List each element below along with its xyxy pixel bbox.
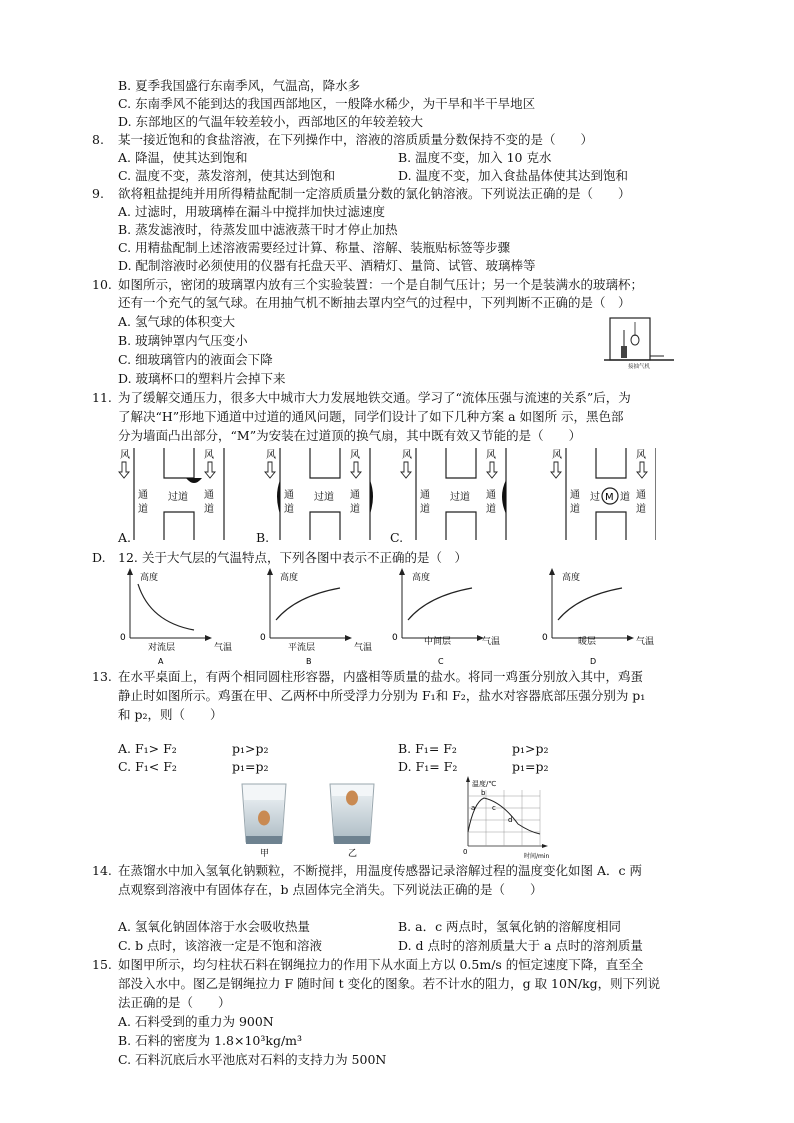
svg-text:道: 道 [138,504,148,515]
q14-stem-line2: 点观察到溶液中有固体存在，b 点固体完全消失。下列说法正确的是（ ） [118,882,543,897]
q9-option-a: A. 过滤时，用玻璃棒在漏斗中搅拌加快过滤速度 [118,204,385,219]
q11-label-c: C. [390,530,404,545]
q14-option-a: A. 氢氧化钠固体溶于水会吸收热量 [118,919,310,934]
svg-text:B: B [306,657,312,666]
q13-number: 13. [92,669,112,684]
hydrogen-balloon [631,335,639,345]
svg-text:温度/℃: 温度/℃ [472,780,497,788]
q12-number: 12. [118,550,138,565]
svg-text:平流层: 平流层 [288,643,316,653]
q7-option-b: B. 夏季我国盛行东南季风，气温高，降水多 [118,78,361,93]
svg-text:道: 道 [204,504,214,515]
curve-a [138,584,194,630]
svg-text:道: 道 [284,504,294,515]
svg-text:道: 道 [620,492,630,503]
svg-text:通: 通 [420,490,430,501]
egg-jia [258,811,270,826]
q13-option-c-pressure: p₁=p₂ [232,759,269,774]
curve-c [408,588,472,620]
q10-option-d: D. 玻璃杯口的塑料片会掉下来 [118,371,286,386]
svg-text:风: 风 [204,450,214,461]
svg-text:风: 风 [350,450,360,461]
svg-text:0: 0 [542,633,548,643]
tunnel-diagram-d [551,448,656,540]
temperature-time-graph [458,772,558,862]
q8-stem: 某一接近饱和的食盐溶液，在下列操作中，溶液的溶质质量分数保持不变的是（ ） [118,132,594,147]
curve-b [276,588,340,620]
glass-jia [242,784,286,859]
svg-text:过道: 过道 [314,492,334,503]
svg-text:0: 0 [463,848,468,856]
graph-d [542,568,654,666]
svg-text:道: 道 [570,504,580,515]
q14-option-b: B. a．c 两点时，氢氧化钠的溶解度相同 [398,919,622,934]
svg-text:A: A [158,657,164,666]
q15-stem-line3: 法正确的是（ ） [118,995,231,1010]
q10-stem-line2: 还有一个充气的氢气球。在用抽气机不断抽去罩内空气的过程中，下列判断不正确的是（ ） [118,295,631,310]
svg-text:高度: 高度 [140,573,159,583]
svg-text:C: C [438,657,444,666]
bell-jar-figure [604,316,674,370]
q11-label-d: D. [92,550,106,565]
svg-text:中间层: 中间层 [424,637,452,647]
q10-number: 10. [92,277,112,292]
svg-text:0: 0 [392,633,398,643]
svg-text:道: 道 [636,504,646,515]
svg-text:0: 0 [260,633,266,643]
q12-stem: 关于大气层的气温特点，下列各图中表示不正确的是（ ） [142,550,468,565]
q11-stem-line3: 分为墙面凸出部分，“M”为安装在过道顶的换气扇，其中既有效又节能的是（ ） [118,428,582,443]
q14-option-d: D. d 点时的溶剂质量大于 a 点时的溶剂质量 [398,938,643,953]
tunnel-diagram-c [401,448,506,540]
q7-option-d: D. 东部地区的气温年较差较小，西部地区的年较差较大 [118,114,424,129]
wall-bump [186,478,202,483]
q15-stem-line2: 部没入水中。图乙是钢绳拉力 F 随时间 t 变化的图象。若不计水的阻力，g 取 10N/kg，则下列说 [118,976,661,991]
q13-option-c-force: C. F₁< F₂ [118,759,177,774]
q15-option-c: C. 石料沉底后水平池底对石料的支持力为 500N [118,1052,387,1067]
curve-d [558,588,622,620]
q13-option-d-force: D. F₁= F₂ [398,759,458,774]
graph-b [260,568,372,666]
svg-text:时间/min: 时间/min [524,853,550,860]
q14-option-c: C. b 点时，该溶液一定是不饱和溶液 [118,938,323,953]
svg-text:高度: 高度 [412,573,431,583]
svg-text:b: b [481,789,486,797]
q13-option-b-force: B. F₁= F₂ [398,741,457,756]
q15-option-a: A. 石料受到的重力为 900N [118,1014,274,1029]
svg-text:D: D [590,657,597,666]
svg-text:过道: 过道 [450,492,470,503]
barometer-bottle [621,346,627,358]
svg-text:M: M [605,492,614,503]
q10-option-c: C. 细玻璃管内的液面会下降 [118,352,273,367]
svg-text:通: 通 [486,490,496,501]
svg-text:通: 通 [204,490,214,501]
q10-option-b: B. 玻璃钟罩内气压变小 [118,333,248,348]
wind-arrow [205,462,215,478]
svg-text:道: 道 [420,504,430,515]
svg-text:暖层: 暖层 [578,637,597,647]
q11-stem-line1: 为了缓解交通压力，很多大中城市大力发展地铁交通。学习了“流体压强与流速的关系”后，为 [118,390,631,405]
q13-stem-line2: 静止时如图所示。鸡蛋在甲、乙两杯中所受浮力分别为 F₁和 F₂，盐水对容器底部压强分别为 p₁ [118,688,646,703]
q13-option-a-force: A. F₁> F₂ [118,741,177,756]
svg-text:a: a [471,804,476,812]
svg-text:道: 道 [486,504,496,515]
q14-stem-line1: 在蒸馏水中加入氢氧化钠颗粒，不断搅拌，用温度传感器记录溶解过程的温度变化如图 A．c 两 [118,863,642,878]
svg-text:通: 通 [570,490,580,501]
q9-option-d: D. 配制溶液时必须使用的仪器有托盘天平、酒精灯、量筒、试管、玻璃棒等 [118,258,536,273]
q9-number: 9. [92,186,104,201]
svg-text:风: 风 [552,450,562,461]
q8-number: 8. [92,132,104,147]
wall-bump [370,480,373,514]
wind-arrow [119,462,129,478]
q9-stem: 欲将粗盐提纯并用所得精盐配制一定溶质质量分数的氯化钠溶液。下列说法正确的是（ ） [118,186,631,201]
q11-label-b: B. [256,530,270,545]
svg-text:通: 通 [138,490,148,501]
svg-text:0: 0 [120,633,126,643]
egg-glasses-figure [236,776,386,860]
q8-option-d: D. 温度不变，加入食盐晶体使其达到饱和 [398,168,629,183]
svg-text:风: 风 [402,450,412,461]
egg-yi [346,791,358,806]
q13-stem-line1: 在水平桌面上，有两个相同圆柱形容器，内盛相等质量的盐水。将同一鸡蛋分别放入其中，鸡蛋 [118,669,644,684]
q14-number: 14. [92,863,112,878]
glass-yi [330,784,374,859]
svg-text:c: c [492,804,496,812]
svg-text:过: 过 [590,492,600,503]
q11-number: 11. [92,390,112,405]
wall-bump [502,480,506,514]
q15-stem-line1: 如图甲所示，均匀柱状石料在钢绳拉力的作用下从水面上方以 0.5m/s 的恒定速度下降，直至全 [118,957,644,972]
svg-text:风: 风 [486,450,496,461]
svg-text:通: 通 [350,490,360,501]
q8-option-a: A. 降温，使其达到饱和 [118,150,248,165]
svg-text:气温: 气温 [354,643,373,653]
q13-option-b-pressure: p₁>p₂ [512,741,549,756]
svg-text:道: 道 [350,504,360,515]
q13-option-a-pressure: p₁>p₂ [232,741,269,756]
q9-option-c: C. 用精盐配制上述溶液需要经过计算、称量、溶解、装瓶贴标签等步骤 [118,240,511,255]
svg-text:风: 风 [636,450,646,461]
svg-text:甲: 甲 [260,849,270,859]
q13-stem-line3: 和 p₂，则（ ） [118,707,223,722]
svg-text:对流层: 对流层 [148,643,176,653]
temperature-graphs [116,566,656,666]
svg-text:高度: 高度 [280,573,299,583]
svg-text:乙: 乙 [348,849,358,859]
q8-option-c: C. 温度不变，蒸发溶剂，使其达到饱和 [118,168,336,183]
svg-text:气温: 气温 [636,637,655,647]
svg-text:气温: 气温 [214,643,233,653]
q15-number: 15. [92,957,112,972]
tunnel-diagram-b [265,448,373,540]
svg-text:气温: 气温 [482,637,501,647]
tunnel-diagrams [116,444,656,546]
q10-option-a: A. 氢气球的体积变大 [118,314,235,329]
q13-option-d-pressure: p₁=p₂ [512,759,549,774]
wall-bump [277,480,280,514]
q7-option-c: C. 东南季风不能到达的我国西部地区，一般降水稀少，为干旱和半干旱地区 [118,96,536,111]
svg-text:风: 风 [120,450,130,461]
bell-jar-outline [610,318,650,360]
q11-stem-line2: 了解决“H”形地下通道中过道的通风问题，同学们设计了如下几种方案 a 如图所 示，黑色部 [118,409,624,424]
svg-text:风: 风 [266,450,276,461]
graph-c [392,568,500,666]
svg-text:通: 通 [284,490,294,501]
svg-text:d: d [508,816,513,824]
q11-label-a: A. [118,530,132,545]
svg-text:高度: 高度 [562,573,581,583]
svg-text:通: 通 [636,490,646,501]
q15-option-b: B. 石料的密度为 1.8×10³kg/m³ [118,1033,303,1048]
q10-stem-line1: 如图所示，密闭的玻璃罩内放有三个实验装置：一个是自制气压计；另一个是装满水的玻璃杯； [118,277,644,292]
svg-text:过道: 过道 [168,492,188,503]
pump-label: 接抽气机 [628,364,651,370]
q9-option-b: B. 蒸发滤液时，待蒸发皿中滤液蒸干时才停止加热 [118,222,398,237]
tunnel-diagram-a [119,448,224,540]
graph-a [120,568,232,666]
q8-option-b: B. 温度不变，加入 10 克水 [398,150,552,165]
